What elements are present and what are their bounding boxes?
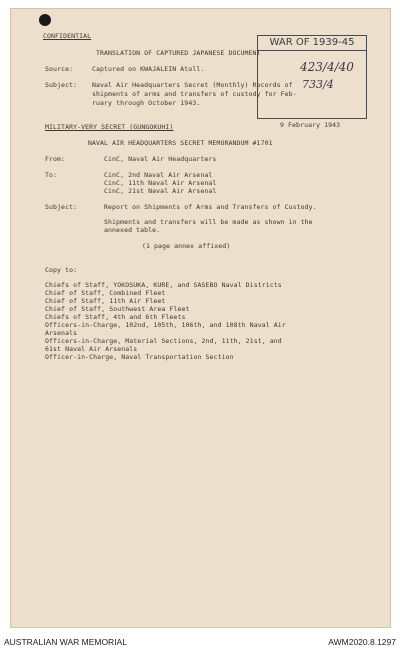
to-line: CinC, 2nd Naval Air Arsenal: [104, 171, 213, 179]
handwritten-reference: 733/4: [302, 78, 334, 91]
copy-to-line: Officers-in-Charge, 102nd, 105th, 106th, and 108th Naval Air: [45, 321, 286, 329]
subject2-label: Subject:: [45, 203, 78, 211]
copy-to-line: 61st Naval Air Arsenals: [45, 345, 138, 353]
handwritten-reference: 423/4/40: [300, 60, 354, 74]
copy-to-line: Chief of Staff, Southwest Area Fleet: [45, 305, 190, 313]
annex-note: (1 page annex affixed): [142, 242, 231, 250]
to-line: CinC, 21st Naval Air Arsenal: [104, 187, 217, 195]
subject-line: Naval Air Headquarters Secret (Monthly) Records of: [92, 81, 293, 89]
copy-to-line: Chief of Staff, 11th Air Fleet: [45, 297, 166, 305]
memo-date: 9 February 1943: [280, 121, 341, 129]
copy-to-line: Chiefs of Staff, 4th and 6th Fleets: [45, 313, 186, 321]
to-label: To:: [45, 171, 58, 179]
body-line: annexed table.: [104, 226, 161, 234]
footer-institution: AUSTRALIAN WAR MEMORIAL: [4, 637, 127, 647]
copy-to-line: Chief of Staff, Combined Fleet: [45, 289, 166, 297]
body-line: Shipments and transfers will be made as shown in the: [104, 218, 313, 226]
war-memorial-stamp: [257, 35, 367, 119]
from-label: From:: [45, 155, 66, 163]
copy-to-label: Copy to:: [45, 266, 78, 274]
memo-title: NAVAL AIR HEADQUARTERS SECRET MEMORANDUM #1701: [88, 139, 273, 147]
subject-line: ruary through October 1943.: [92, 99, 201, 107]
subject-line: shipments of arms and transfers of custody for Feb-: [92, 90, 297, 98]
stamp-title: WAR OF 1939-45: [258, 36, 366, 51]
subject-label: Subject:: [45, 81, 78, 89]
copy-to-line: Chiefs of Staff, YOKOSUKA, KURE, and SASEBO Naval Districts: [45, 281, 282, 289]
punch-hole: [39, 14, 51, 26]
footer-accession-number: AWM2020.8.1297: [328, 637, 396, 647]
subject2-value: Report on Shipments of Arms and Transfers of Custody.: [104, 203, 317, 211]
from-value: CinC, Naval Air Headquarters: [104, 155, 217, 163]
copy-to-line: Arsenals: [45, 329, 78, 337]
to-line: CinC, 11th Naval Air Arsenal: [104, 179, 217, 187]
source-value: Captured on KWAJALEIN Atoll.: [92, 65, 205, 73]
copy-to-line: Officer-in-Charge, Naval Transportation Section: [45, 353, 234, 361]
memo-classification: MILITARY-VERY SECRET (GUNGOKUHI): [45, 123, 174, 131]
copy-to-line: Officers-in-Charge, Material Sections, 2nd, 11th, 21st, and: [45, 337, 282, 345]
document-title: TRANSLATION OF CAPTURED JAPANESE DOCUMENT: [96, 49, 261, 57]
source-label: Source:: [45, 65, 74, 73]
classification-top: CONFIDENTIAL: [43, 32, 92, 40]
